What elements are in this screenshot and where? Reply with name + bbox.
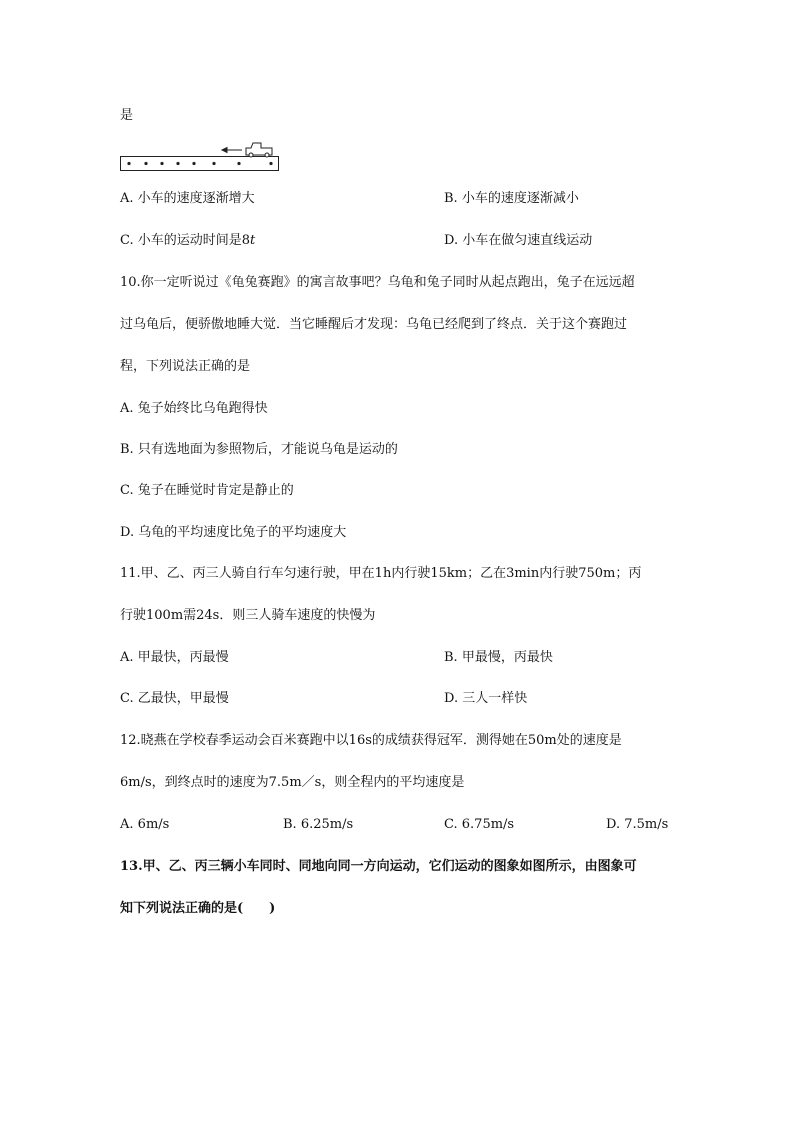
q12-stem-line-2: 6m/s，到终点时的速度为7.5m／s，则全程内的平均速度是: [120, 775, 465, 790]
q10-stem-line-3: 程，下列说法正确的是: [120, 359, 251, 374]
q10-option-b[interactable]: B. 只有选地面为参照物后，才能说乌龟是运动的: [120, 442, 398, 457]
q11-option-a[interactable]: A. 甲最快，丙最慢: [120, 650, 229, 665]
dot-8: [269, 162, 272, 165]
arrow-left-icon: [222, 148, 242, 153]
q12-option-a[interactable]: A. 6m/s: [120, 817, 170, 832]
q11-stem-line-2: 行驶100m需24s．则三人骑车速度的快慢为: [120, 608, 376, 623]
dot-6: [212, 162, 215, 165]
track-strip: [121, 157, 279, 171]
q10-stem-line-1: 10.你一定听说过《龟兔赛跑》的寓言故事吧？乌龟和兔子同时从起点跑出，兔子在远远超: [120, 275, 635, 290]
q13-stem-line-2: 知下列说法正确的是( ): [120, 901, 276, 916]
q9-option-b[interactable]: B. 小车的速度逐渐减小: [444, 191, 579, 206]
q11-stem-line-1: 11.甲、乙、丙三人骑自行车匀速行驶，甲在1h内行驶15km；乙在3min内行驶750m；丙: [120, 566, 642, 581]
q13-stem-line-1: 13.甲、乙、丙三辆小车同时、同地向同一方向运动，它们运动的图象如图所示，由图象可: [120, 859, 637, 874]
q12-option-c[interactable]: C. 6.75m/s: [444, 817, 515, 832]
dot-5: [192, 162, 195, 165]
q11-option-d[interactable]: D. 三人一样快: [444, 691, 528, 706]
car-icon: [246, 143, 272, 157]
q11-option-c[interactable]: C. 乙最快，甲最慢: [120, 691, 229, 706]
q9-option-a[interactable]: A. 小车的速度逐渐增大: [120, 191, 255, 206]
q9-option-d[interactable]: D. 小车在做匀速直线运动: [444, 233, 593, 248]
q10-option-a[interactable]: A. 兔子始终比乌龟跑得快: [120, 401, 268, 416]
dot-1: [127, 162, 130, 165]
dot-3: [160, 162, 163, 165]
q12-option-b[interactable]: B. 6.25m/s: [283, 817, 354, 832]
dot-7: [237, 162, 240, 165]
q10-stem-line-2: 过乌龟后，便骄傲地睡大觉．当它睡醒后才发现：乌龟已经爬到了终点．关于这个赛跑过: [120, 317, 628, 332]
q10-option-d[interactable]: D. 乌龟的平均速度比兔子的平均速度大: [120, 525, 347, 540]
q9-stem-tail: 是: [120, 108, 134, 123]
q9-option-c[interactable]: C. 小车的运动时间是8t: [120, 233, 256, 248]
dot-4: [176, 162, 179, 165]
q12-option-d[interactable]: D. 7.5m/s: [606, 817, 669, 832]
car-track-diagram: [120, 136, 280, 174]
q10-option-c[interactable]: C. 兔子在睡觉时肯定是静止的: [120, 483, 294, 498]
q11-option-b[interactable]: B. 甲最慢，丙最快: [444, 650, 553, 665]
dot-2: [144, 162, 147, 165]
q12-stem-line-1: 12.晓燕在学校春季运动会百米赛跑中以16s的成绩获得冠军．测得她在50m处的速度是: [120, 733, 622, 748]
track-dots: [127, 162, 272, 165]
